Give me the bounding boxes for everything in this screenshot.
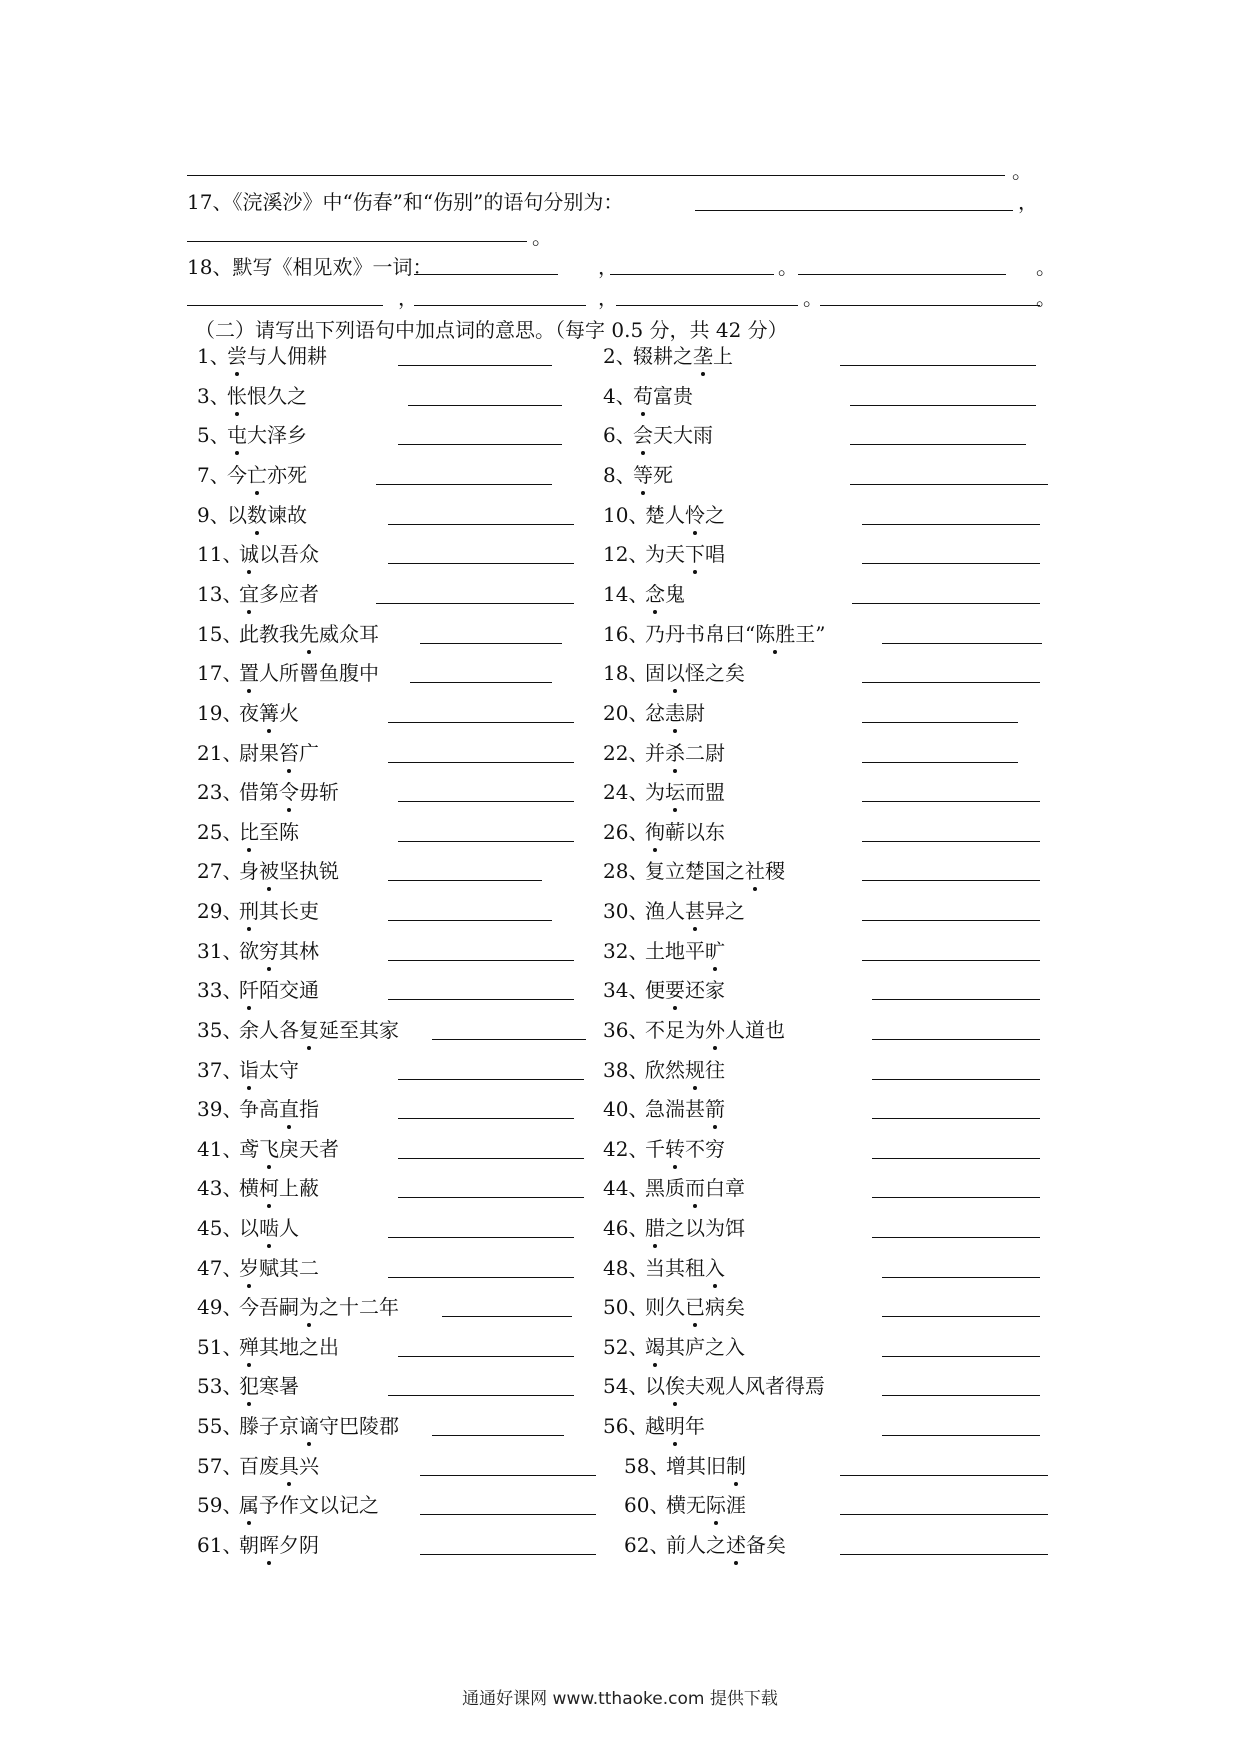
item-sentence: 增其旧制 [666,1454,746,1478]
answer-blank[interactable] [388,960,574,961]
answer-blank[interactable] [388,920,552,921]
answer-blank[interactable] [862,801,1040,802]
item-number: 22、 [603,741,649,765]
answer-blank[interactable] [850,444,1026,445]
emphasis-dot [247,1402,251,1406]
answer-blank[interactable] [388,1395,574,1396]
emphasis-dot [247,570,251,574]
emphasis-dot [307,1323,311,1327]
emphasis-dot [235,372,239,376]
item-sentence: 越明年 [645,1414,705,1438]
item-sentence: 夜篝火 [239,701,299,725]
item-sentence: 等死 [633,463,673,487]
item-sentence: 此教我先威众耳 [239,622,379,646]
emphasis-dot [247,610,251,614]
answer-blank[interactable] [852,603,1040,604]
item-sentence: 岁赋其二 [239,1256,319,1280]
emphasis-dot [247,848,251,852]
item-number: 40、 [603,1097,649,1121]
answer-blank[interactable] [388,524,574,525]
emphasis-dot [247,927,251,931]
emphasis-dot [267,1204,271,1208]
section-title: （二）请写出下列语句中加点词的意思。（每字 0.5 分，共 42 分） [195,318,788,342]
emphasis-dot [287,808,291,812]
item-number: 50、 [603,1295,649,1319]
emphasis-dot [287,769,291,773]
emphasis-dot [287,1482,291,1486]
item-number: 44、 [603,1176,649,1200]
answer-blank[interactable] [862,722,1018,723]
item-number: 45、 [197,1216,243,1240]
answer-blank[interactable] [420,1554,596,1555]
emphasis-dot [641,412,645,416]
item-number: 53、 [197,1374,243,1398]
emphasis-dot [673,1402,677,1406]
item-number: 41、 [197,1137,243,1161]
emphasis-dot [693,531,697,535]
item-number: 34、 [603,978,649,1002]
item-sentence: 则久已病矣 [645,1295,745,1319]
item-sentence: 横柯上蔽 [239,1176,319,1200]
item-number: 60、 [624,1493,670,1517]
emphasis-dot [653,1363,657,1367]
item-sentence: 鸢飞戾天者 [239,1137,339,1161]
emphasis-dot [673,769,677,773]
answer-blank[interactable] [388,999,574,1000]
item-number: 16、 [603,622,649,646]
emphasis-dot [653,610,657,614]
answer-blank[interactable] [616,305,798,306]
emphasis-dot [641,451,645,455]
emphasis-dot [641,491,645,495]
item-number: 15、 [197,622,243,646]
emphasis-dot [713,1125,717,1129]
item-number: 36、 [603,1018,649,1042]
period-mark: 。 [1036,255,1056,279]
emphasis-dot [307,650,311,654]
item-sentence: 以俟夫观人风者得焉 [645,1374,825,1398]
item-sentence: 竭其庐之入 [645,1335,745,1359]
emphasis-dot [673,729,677,733]
answer-blank[interactable] [862,960,1040,961]
item-sentence: 忿恚尉 [645,701,705,725]
item-sentence: 复立楚国之社稷 [645,859,785,883]
question-17-text: 17、《浣溪沙》中“伤春”和“伤别”的语句分别为： [187,190,624,214]
item-sentence: 千转不穷 [645,1137,725,1161]
item-sentence: 渔人甚异之 [645,899,745,923]
comma-mark: ， [598,255,618,279]
emphasis-dot [255,491,259,495]
item-sentence: 刑其长吏 [239,899,319,923]
item-number: 29、 [197,899,243,923]
item-sentence: 以数谏故 [227,503,307,527]
answer-blank[interactable] [862,841,1040,842]
emphasis-dot [701,372,705,376]
item-sentence: 今吾嗣为之十二年 [239,1295,399,1319]
item-number: 17、 [197,661,243,685]
item-sentence: 借第令毋斩 [239,780,339,804]
answer-blank[interactable] [862,682,1040,683]
item-sentence: 为天下唱 [645,542,725,566]
item-number: 58、 [624,1454,670,1478]
item-sentence: 急湍甚箭 [645,1097,725,1121]
item-number: 62、 [624,1533,670,1557]
emphasis-dot [247,1363,251,1367]
answer-blank[interactable] [187,175,1005,176]
period-mark: 。 [803,286,823,310]
answer-blank[interactable] [610,274,774,275]
item-sentence: 当其租入 [645,1256,725,1280]
item-sentence: 滕子京谪守巴陵郡 [239,1414,399,1438]
emphasis-dot [247,1521,251,1525]
item-sentence: 余人各复延至其家 [239,1018,399,1042]
emphasis-dot [713,1284,717,1288]
item-sentence: 乃丹书帛曰“陈胜王” [645,622,826,646]
answer-blank[interactable] [862,524,1040,525]
answer-blank[interactable] [398,1118,574,1119]
item-sentence: 欣然规往 [645,1058,725,1082]
item-number: 4、 [603,384,636,408]
answer-blank[interactable] [388,1277,574,1278]
item-sentence: 固以怪之矣 [645,661,745,685]
answer-blank[interactable] [398,1079,584,1080]
emphasis-dot [714,1521,718,1525]
emphasis-dot [247,1086,251,1090]
item-sentence: 腊之以为饵 [645,1216,745,1240]
item-sentence: 宜多应者 [239,582,319,606]
answer-blank[interactable] [840,1554,1048,1555]
answer-blank[interactable] [882,1395,1040,1396]
emphasis-dot [713,1046,717,1050]
item-number: 51、 [197,1335,243,1359]
item-number: 30、 [603,899,649,923]
emphasis-dot [773,650,777,654]
emphasis-dot [693,1086,697,1090]
answer-blank[interactable] [862,563,1040,564]
comma-mark: ， [398,286,418,310]
item-sentence: 苟富贵 [633,384,693,408]
answer-blank[interactable] [872,1039,1040,1040]
answer-blank[interactable] [882,1277,1040,1278]
item-sentence: 诚以吾众 [239,542,319,566]
item-number: 20、 [603,701,649,725]
page-footer: 通通好课网 www.tthaoke.com 提供下载 [462,1689,778,1709]
answer-blank[interactable] [408,405,562,406]
item-number: 54、 [603,1374,649,1398]
emphasis-dot [673,1442,677,1446]
emphasis-dot [734,1561,738,1565]
item-number: 13、 [197,582,243,606]
emphasis-dot [267,729,271,733]
item-sentence: 便要还家 [645,978,725,1002]
item-sentence: 楚人怜之 [645,503,725,527]
emphasis-dot [247,1006,251,1010]
item-number: 28、 [603,859,649,883]
answer-blank[interactable] [398,841,574,842]
item-sentence: 阡陌交通 [239,978,319,1002]
comma-mark: ， [598,286,618,310]
answer-blank[interactable] [398,1197,584,1198]
item-sentence: 徇蕲以东 [645,820,725,844]
item-sentence: 置人所罾鱼腹中 [239,661,379,685]
answer-blank[interactable] [882,1356,1040,1357]
answer-blank[interactable] [398,365,552,366]
emphasis-dot [673,1165,677,1169]
item-number: 55、 [197,1414,243,1438]
emphasis-dot [693,1204,697,1208]
emphasis-dot [693,1323,697,1327]
item-number: 56、 [603,1414,649,1438]
answer-blank[interactable] [862,762,1018,763]
emphasis-dot [255,531,259,535]
item-number: 2、 [603,344,636,368]
answer-blank[interactable] [862,880,1040,881]
item-number: 5、 [197,423,230,447]
answer-blank[interactable] [388,762,574,763]
emphasis-dot [267,967,271,971]
item-number: 19、 [197,701,243,725]
emphasis-dot [235,451,239,455]
item-number: 43、 [197,1176,243,1200]
item-number: 61、 [197,1533,243,1557]
item-number: 48、 [603,1256,649,1280]
answer-blank[interactable] [398,444,562,445]
period-mark: 。 [1036,286,1056,310]
item-sentence: 欲穷其林 [239,939,319,963]
item-sentence: 争高直指 [239,1097,319,1121]
emphasis-dot [267,1244,271,1248]
emphasis-dot [653,848,657,852]
item-number: 49、 [197,1295,243,1319]
answer-blank[interactable] [882,1316,1040,1317]
answer-blank[interactable] [420,1475,596,1476]
item-number: 3、 [197,384,230,408]
item-number: 7、 [197,463,230,487]
answer-blank[interactable] [872,1079,1040,1080]
answer-blank[interactable] [187,305,383,306]
period-mark: 。 [1012,159,1032,183]
emphasis-dot [673,808,677,812]
emphasis-dot [247,689,251,693]
item-number: 52、 [603,1335,649,1359]
item-sentence: 朝晖夕阴 [239,1533,319,1557]
item-sentence: 犯寒暑 [239,1374,299,1398]
item-number: 57、 [197,1454,243,1478]
item-sentence: 今亡亦死 [227,463,307,487]
answer-blank[interactable] [840,1514,1048,1515]
item-number: 39、 [197,1097,243,1121]
item-sentence: 殚其地之出 [239,1335,339,1359]
emphasis-dot [247,1284,251,1288]
item-sentence: 土地平旷 [645,939,725,963]
answer-blank[interactable] [840,1475,1048,1476]
answer-blank[interactable] [872,999,1040,1000]
answer-blank[interactable] [840,365,1036,366]
item-number: 6、 [603,423,636,447]
item-number: 31、 [197,939,243,963]
answer-blank[interactable] [376,603,574,604]
item-number: 37、 [197,1058,243,1082]
item-sentence: 诣太守 [239,1058,299,1082]
answer-blank[interactable] [882,1435,1040,1436]
item-number: 47、 [197,1256,243,1280]
answer-blank[interactable] [388,722,574,723]
answer-blank[interactable] [187,241,527,242]
item-number: 11、 [197,542,243,566]
item-number: 26、 [603,820,649,844]
item-number: 9、 [197,503,230,527]
answer-blank[interactable] [442,1316,572,1317]
item-sentence: 会天大雨 [633,423,713,447]
answer-blank[interactable] [388,880,542,881]
item-number: 23、 [197,780,243,804]
item-sentence: 百废具兴 [239,1454,319,1478]
answer-blank[interactable] [850,405,1036,406]
item-sentence: 前人之述备矣 [666,1533,786,1557]
item-sentence: 不足为外人道也 [645,1018,785,1042]
item-sentence: 屯大泽乡 [227,423,307,447]
item-sentence: 横无际涯 [666,1493,746,1517]
answer-blank[interactable] [388,1237,574,1238]
item-sentence: 尉果笞广 [239,741,319,765]
emphasis-dot [734,1482,738,1486]
emphasis-dot [673,689,677,693]
answer-blank[interactable] [420,643,562,644]
emphasis-dot [287,1125,291,1129]
item-sentence: 比至陈 [239,820,299,844]
answer-blank[interactable] [398,1356,574,1357]
answer-blank[interactable] [432,1039,586,1040]
answer-blank[interactable] [872,1158,1040,1159]
comma-mark: ， [1018,190,1038,214]
answer-blank[interactable] [414,274,558,275]
answer-blank[interactable] [798,274,1006,275]
item-number: 46、 [603,1216,649,1240]
answer-blank[interactable] [872,1118,1040,1119]
answer-blank[interactable] [862,920,1040,921]
item-number: 24、 [603,780,649,804]
period-mark: 。 [778,255,798,279]
emphasis-dot [307,1046,311,1050]
item-sentence: 怅恨久之 [227,384,307,408]
item-sentence: 念鬼 [645,582,685,606]
answer-blank[interactable] [872,1197,1040,1198]
answer-blank[interactable] [850,484,1048,485]
emphasis-dot [267,887,271,891]
question-18-text: 18、默写《相见欢》一词： [187,255,433,279]
item-number: 1、 [197,344,230,368]
item-number: 38、 [603,1058,649,1082]
item-sentence: 黑质而白章 [645,1176,745,1200]
emphasis-dot [307,1442,311,1446]
item-sentence: 属予作文以记之 [239,1493,379,1517]
item-sentence: 为坛而盟 [645,780,725,804]
emphasis-dot [673,1006,677,1010]
emphasis-dot [693,927,697,931]
answer-blank[interactable] [882,643,1042,644]
answer-blank[interactable] [420,1514,596,1515]
item-number: 42、 [603,1137,649,1161]
answer-blank[interactable] [410,682,552,683]
emphasis-dot [235,412,239,416]
emphasis-dot [693,570,697,574]
item-sentence: 并杀二尉 [645,741,725,765]
answer-blank[interactable] [388,563,574,564]
answer-blank[interactable] [398,1158,584,1159]
item-number: 18、 [603,661,649,685]
answer-blank[interactable] [432,1435,564,1436]
item-sentence: 身被坚执锐 [239,859,339,883]
emphasis-dot [713,967,717,971]
period-mark: 。 [532,225,552,249]
item-sentence: 尝与人佣耕 [227,344,327,368]
item-number: 35、 [197,1018,243,1042]
answer-blank[interactable] [820,305,1040,306]
item-number: 25、 [197,820,243,844]
emphasis-dot [267,1561,271,1565]
item-number: 21、 [197,741,243,765]
answer-blank[interactable] [695,210,1013,211]
item-number: 14、 [603,582,649,606]
item-number: 59、 [197,1493,243,1517]
item-number: 12、 [603,542,649,566]
item-number: 32、 [603,939,649,963]
emphasis-dot [267,1165,271,1169]
item-number: 33、 [197,978,243,1002]
emphasis-dot [753,887,757,891]
item-sentence: 辍耕之垄上 [633,344,733,368]
answer-blank[interactable] [376,484,552,485]
item-number: 8、 [603,463,636,487]
item-number: 27、 [197,859,243,883]
answer-blank[interactable] [872,1237,1040,1238]
item-sentence: 以啮人 [239,1216,299,1240]
emphasis-dot [653,1244,657,1248]
answer-blank[interactable] [398,801,574,802]
item-number: 10、 [603,503,649,527]
answer-blank[interactable] [414,305,586,306]
